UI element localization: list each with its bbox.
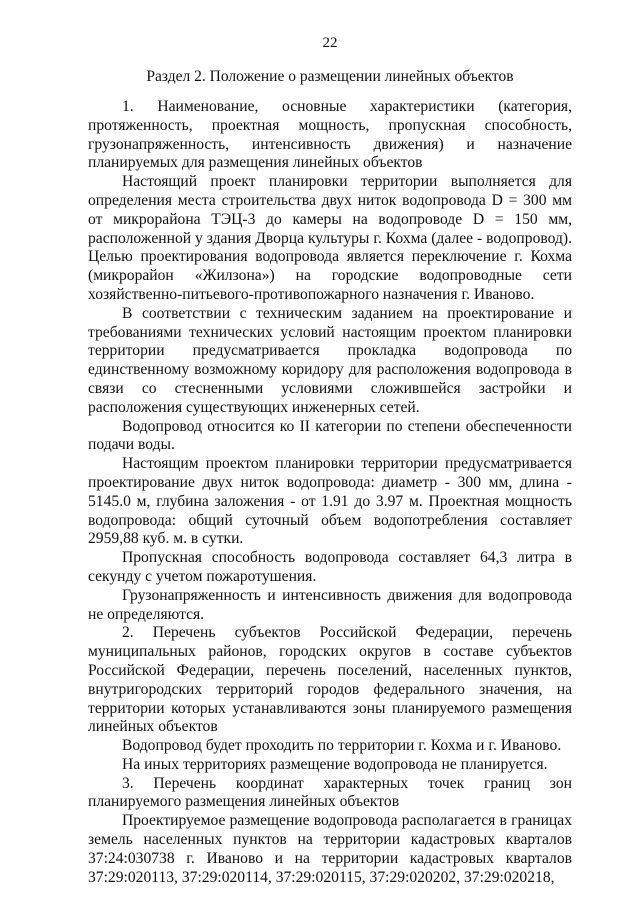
paragraph-item-3-heading: 3. Перечень координат характерных точек границ зон планируемого размещения линейных объектов xyxy=(88,774,572,811)
paragraph-route-corridor: В соответствии с техническим заданием на проектирование и требованиями технических условий настоящим проектом планировки территории предусматривается прокладка водопровода по единственному возможному коридору для расположения водопровода в связи со стесненными условиями сложившейся застройки и расположения существующих инженерных сетей. xyxy=(88,304,572,416)
paragraph-category: Водопровод относится ко II категории по степени обеспеченности подачи воды. xyxy=(88,417,572,454)
section-title: Раздел 2. Положение о размещении линейных объектов xyxy=(146,68,514,85)
paragraph-territory: Водопровод будет проходить по территории г. Кохма и г. Иваново. xyxy=(122,737,562,755)
paragraph-capacity: Пропускная способность водопровода составляет 64,3 литра в секунду с учетом пожаротушения. xyxy=(88,549,572,585)
paragraph-item-2-heading: 2. Перечень субъектов Российской Федерации, перечень муниципальных районов, городских округов в составе субъектов Российской Федерации, перечень поселений, населенных пунктов, внутригородских территорий городов федерального значения, на территории которых устанавливаются зоны планируемого размещения линейных объектов xyxy=(88,624,572,736)
paragraph-project-purpose: Настоящий проект планировки территории выполняется для определения места строительства двух ниток водопровода D = 300 мм от микрорайона ТЭЦ-3 до камеры на водопроводе D = 150 мм, расположенной у здания Дворца культуры г. Кохма (далее - водопровод). Целью проектирования водопровода является переключение г. Кохма (микрорайон «Жилзона») на городские водопроводные сети хозяйственно-питьевого-противопожарного назначения г. Иваново. xyxy=(88,173,572,303)
document-body xyxy=(88,98,572,887)
paragraph-item-1-heading: 1. Наименование, основные характеристики (категория, протяженность, проектная мощность, пропускная способность, грузонапряженность, интенсивность движения) и назначение планируемых для размещения линейных объектов xyxy=(88,98,572,172)
paragraph-cadastral-quarters: Проектируемое размещение водопровода располагается в границах земель населенных пунктов на территории кадастровых кварталов 37:24:030738 г. Иваново и на территории кадастровых кварталов 37:29:020113, 37:29:020114, 37:29:020115, 37:29:020202, 37:29:020218, xyxy=(88,812,572,886)
paragraph-characteristics: Настоящим проектом планировки территории предусматривается проектирование двух ниток водопровода: диаметр - 300 мм, длина - 5145.0 м, глубина заложения - от 1.91 до 3.97 м. Проектная мощность водопровода: общий суточный объем водопотребления составляет 2959,88 куб. м. в сутки. xyxy=(88,455,572,548)
paragraph-traffic: Грузонапряженность и интенсивность движения для водопровода не определяются. xyxy=(88,586,572,623)
page-number: 22 xyxy=(322,35,338,51)
paragraph-other-territories: На иных территориях размещение водопровода не планируется. xyxy=(122,755,548,773)
